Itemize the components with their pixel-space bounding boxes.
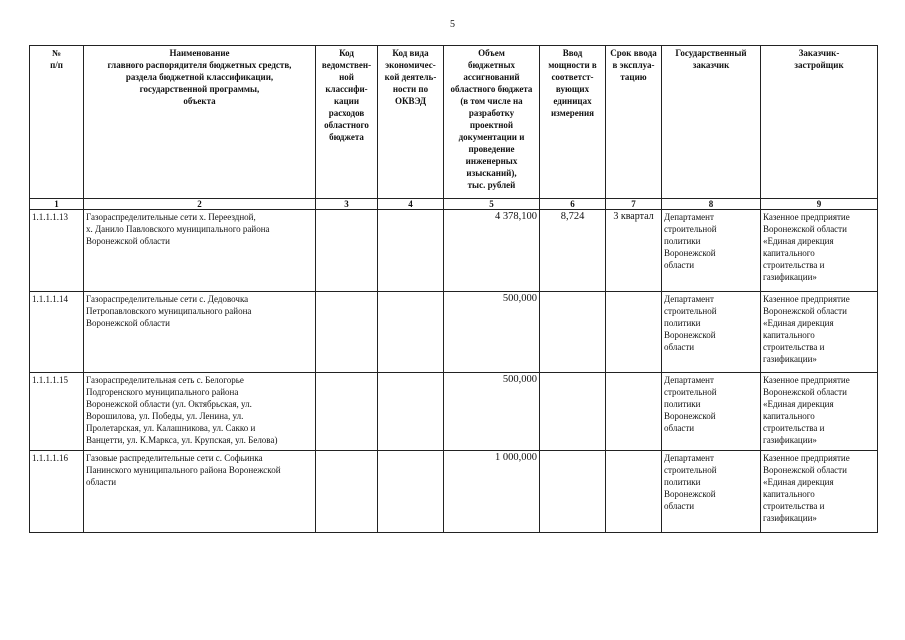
developer: Казенное предприятие Воронежской области «Единая дирекция капитального строительства и газификации» xyxy=(761,292,878,373)
capacity xyxy=(540,373,606,451)
header-cell-num: № п/п xyxy=(30,46,84,199)
budget-table xyxy=(29,45,878,533)
column-number: 5 xyxy=(444,199,540,210)
term xyxy=(606,292,662,373)
column-number: 8 xyxy=(662,199,761,210)
header-cell-customer: Государственный заказчик xyxy=(662,46,761,199)
table-row xyxy=(30,451,878,533)
row-number: 1.1.1.1.14 xyxy=(30,292,84,373)
amount: 4 378,100 xyxy=(444,210,540,292)
okved-code xyxy=(378,451,444,533)
state-customer: Департамент строительной политики Воронежской области xyxy=(662,373,761,451)
header-cell-developer: Заказчик- застройщик xyxy=(761,46,878,199)
capacity xyxy=(540,451,606,533)
capacity xyxy=(540,292,606,373)
header-cell-okved-code: Код вида экономичес- кой деятель- ности по ОКВЭД xyxy=(378,46,444,199)
column-number: 1 xyxy=(30,199,84,210)
header-cell-capacity: Ввод мощности в соответст- вующих единицах измерения xyxy=(540,46,606,199)
developer: Казенное предприятие Воронежской области «Единая дирекция капитального строительства и газификации» xyxy=(761,373,878,451)
column-number-row xyxy=(30,199,878,210)
amount: 500,000 xyxy=(444,292,540,373)
header-cell-dept-code: Код ведомствен- ной классифи- кации расходов областного бюджета xyxy=(316,46,378,199)
dept-code xyxy=(316,210,378,292)
capacity: 8,724 xyxy=(540,210,606,292)
developer: Казенное предприятие Воронежской области «Единая дирекция капитального строительства и газификации» xyxy=(761,210,878,292)
object-name: Газовые распределительные сети с. Софьинка Панинского муниципального района Воронежской области xyxy=(84,451,316,533)
dept-code xyxy=(316,373,378,451)
object-name: Газораспределительные сети х. Переездной, х. Данило Павловского муниципального района Воронежской области xyxy=(84,210,316,292)
state-customer: Департамент строительной политики Воронежской области xyxy=(662,210,761,292)
header-row xyxy=(30,46,878,199)
header-cell-term: Срок ввода в эксплуа- тацию xyxy=(606,46,662,199)
column-number: 9 xyxy=(761,199,878,210)
term: 3 квартал xyxy=(606,210,662,292)
developer: Казенное предприятие Воронежской области «Единая дирекция капитального строительства и газификации» xyxy=(761,451,878,533)
column-number: 3 xyxy=(316,199,378,210)
object-name: Газораспределительная сеть с. Белогорье Подгоренского муниципального района Воронежской области (ул. Октябрьская, ул. Ворошилова, ул. Победы, ул. Ленина, ул. Пролетарская, ул. Калашникова, ул. Сакко и Ванцетти, ул. К.Маркса, ул. Крупская, ул. Белова) xyxy=(84,373,316,451)
table-row xyxy=(30,210,878,292)
table-row xyxy=(30,292,878,373)
column-number: 2 xyxy=(84,199,316,210)
row-number: 1.1.1.1.15 xyxy=(30,373,84,451)
column-number: 7 xyxy=(606,199,662,210)
header-cell-amount: Объем бюджетных ассигнований областного бюджета (в том числе на разработку проектной документации и проведение инженерных изысканий), тыс. рублей xyxy=(444,46,540,199)
row-number: 1.1.1.1.13 xyxy=(30,210,84,292)
table-row xyxy=(30,373,878,451)
okved-code xyxy=(378,373,444,451)
dept-code xyxy=(316,292,378,373)
page-number: 5 xyxy=(450,19,455,30)
okved-code xyxy=(378,292,444,373)
state-customer: Департамент строительной политики Воронежской области xyxy=(662,451,761,533)
column-number: 4 xyxy=(378,199,444,210)
header-cell-name: Наименование главного распорядителя бюджетных средств, раздела бюджетной классификации, государственной программы, объекта xyxy=(84,46,316,199)
term xyxy=(606,373,662,451)
term xyxy=(606,451,662,533)
column-number: 6 xyxy=(540,199,606,210)
okved-code xyxy=(378,210,444,292)
state-customer: Департамент строительной политики Воронежской области xyxy=(662,292,761,373)
dept-code xyxy=(316,451,378,533)
amount: 500,000 xyxy=(444,373,540,451)
amount: 1 000,000 xyxy=(444,451,540,533)
row-number: 1.1.1.1.16 xyxy=(30,451,84,533)
object-name: Газораспределительные сети с. Дедовочка Петропавловского муниципального района Воронежской области xyxy=(84,292,316,373)
